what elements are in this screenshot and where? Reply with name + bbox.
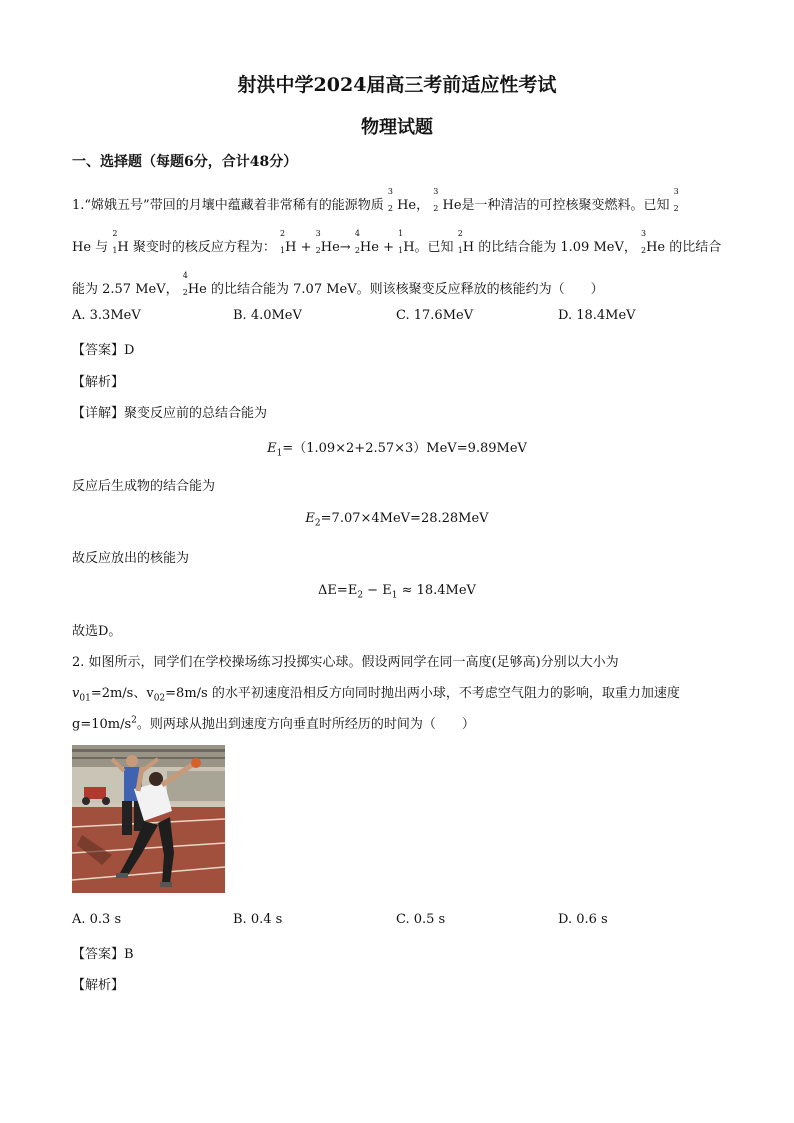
q2-line-2: $v_{01}=2m/s$、$v_{02}=8m/s$ 的水平初速度沿相反方向同时抛出两小球，不考虑空气阻力的影响，取重力加速度 — [72, 686, 680, 704]
nuclide-h1: 1 1 — [398, 229, 404, 255]
nuclide-he3: 3 2 — [433, 187, 439, 213]
q1-line-1 — [72, 187, 679, 213]
nuclide-h2: 2 1 — [280, 229, 286, 255]
equation-1: $E_1=(1.09\times 2+2.57\times 3)MeV=9.89MeV$ — [267, 441, 527, 459]
q2-analysis: 【解析】 — [72, 978, 125, 993]
q1-text: H。已知 — [403, 240, 454, 255]
q1-line-2 — [72, 229, 722, 255]
q1-text: He， — [397, 198, 430, 213]
q1-analysis: 【解析】 — [72, 375, 125, 390]
q1-option-b: B. 4.0MeV — [233, 308, 302, 323]
q1-text: 能为 2.57 MeV， — [72, 282, 179, 297]
exam-title: 射洪中学2024届高三考前适应性考试 — [237, 74, 557, 96]
q1-option-c: C. 17.6MeV — [396, 308, 474, 323]
nuclide-he3: 3 2 — [387, 187, 393, 213]
q1-text: He是一种清洁的可控核聚变燃料。已知 — [442, 198, 670, 213]
section-heading: 一、选择题（每题6分，合计48分） — [72, 154, 298, 170]
equation-2: $E_2=7.07\times 4MeV=28.28MeV$ — [305, 511, 489, 529]
q1-text: H + — [285, 240, 312, 255]
q1-text: H 的比结合能为 1.09 MeV， — [462, 240, 637, 255]
nuclide-he3: 3 2 — [641, 229, 647, 255]
photo-illustration — [72, 745, 225, 893]
exam-subtitle: 物理试题 — [361, 117, 433, 138]
q1-line-3 — [72, 271, 604, 297]
q1-text: He 与 — [72, 240, 109, 255]
nuclide-h2: 2 1 — [457, 229, 463, 255]
nuclide-he3: 3 2 — [315, 229, 321, 255]
q1-text-2: 反应后生成物的结合能为 — [72, 479, 216, 494]
q2-option-a: A. 0.3 s — [72, 912, 122, 927]
q1-conclusion: 故选D。 — [72, 624, 122, 639]
q1-text: He 的比结合能为 7.07 MeV。则该核聚变反应释放的核能约为（ ） — [187, 282, 604, 297]
nuclide-he4: 4 2 — [354, 229, 360, 255]
q1-text: He 的比结合 — [646, 240, 722, 255]
equation-3: $\Delta E=E_2 - E_1 \approx 18.4MeV$ — [318, 583, 476, 601]
q2-option-c: C. 0.5 s — [396, 912, 446, 927]
q1-text: 1.“嫦娥五号”带回的月壤中蕴藏着非常稀有的能源物质 — [72, 198, 384, 213]
q1-option-d: D. 18.4MeV — [558, 308, 636, 323]
nuclide-he4: 4 2 — [182, 271, 188, 297]
nuclide-h2: 2 1 — [112, 229, 118, 255]
q2-option-d: D. 0.6 s — [558, 912, 608, 927]
students-throwing-photo — [72, 745, 225, 893]
q2-answer: 【答案】B — [72, 947, 134, 962]
q1-text: H 聚变时的核反应方程为： — [117, 240, 276, 255]
q1-answer: 【答案】D — [72, 343, 135, 358]
q2-option-b: B. 0.4 s — [233, 912, 283, 927]
q2-line-1: 2. 如图所示，同学们在学校操场练习投掷实心球。假设两同学在同一高度(足够高)分别以大小为 — [72, 655, 619, 670]
q1-detail: 【详解】聚变反应前的总结合能为 — [72, 406, 268, 421]
q2-line-3: $g=10m/s^2$。则两球从抛出到速度方向垂直时所经历的时间为（ ） — [72, 715, 475, 732]
q1-text: He→ — [320, 240, 351, 255]
q1-option-a: A. 3.3MeV — [72, 308, 141, 323]
nuclide-he3: 3 2 — [673, 187, 679, 213]
q1-text: He + — [359, 240, 394, 255]
q1-text-3: 故反应放出的核能为 — [72, 551, 190, 566]
